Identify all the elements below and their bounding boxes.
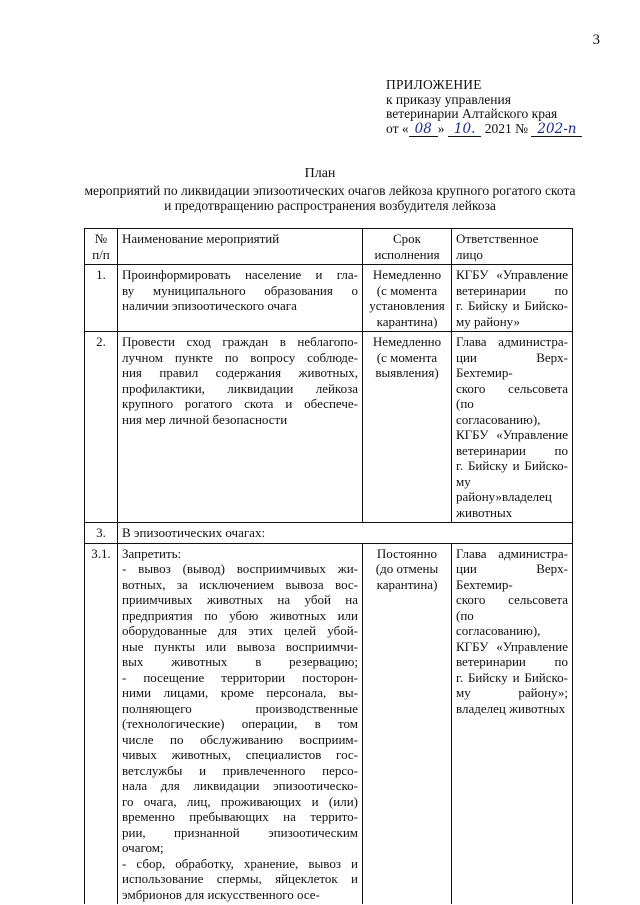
row-num: 1. — [85, 265, 118, 332]
table-header-row — [85, 229, 573, 265]
row-measure — [118, 332, 363, 523]
cell-line: ния правил содержания животных, — [122, 365, 358, 380]
order-number: 202-п — [531, 123, 582, 137]
header-responsible — [452, 229, 573, 265]
cell-line: Глава администра- — [456, 545, 568, 561]
page-number: 3 — [592, 32, 600, 48]
cell-line: - сбор, обработку, хранение, вывоз и — [122, 855, 358, 871]
cell-line: ния мер личной безопасности — [122, 411, 288, 427]
header-name — [118, 229, 363, 265]
cell-line: го очага, лиц, проживающих и (или) — [122, 793, 358, 809]
cell-line: карантина) — [376, 576, 438, 592]
cell-line: животных — [456, 504, 513, 520]
measures-table — [84, 228, 573, 904]
cell-line: КГБУ «Управление — [456, 427, 568, 442]
header-deadline — [363, 229, 452, 265]
cell-line: (с момента — [376, 349, 438, 365]
cell-line: очагом; — [122, 840, 164, 855]
plan-subtitle — [60, 183, 600, 213]
date-prefix: от « — [386, 120, 409, 136]
plan-subtitle-line: и предотвращению распространения возбудителя лейкоза — [164, 198, 496, 213]
appendix-authority-line: ветеринарии Алтайского края — [386, 106, 558, 121]
row-num: 3. — [85, 523, 118, 544]
cell-line: - посещение территории посторон- — [122, 669, 358, 685]
header-num — [85, 229, 118, 265]
cell-line: (до отмены — [375, 561, 439, 576]
cell-line: карантина) — [376, 313, 438, 329]
cell-line: числе по обслуживанию восприим- — [122, 731, 358, 747]
cell-line: Проинформировать население и гла- — [122, 267, 358, 282]
date-year: 2021 № — [484, 120, 529, 136]
cell-line: ные пункты или вывоза восприимчи- — [122, 638, 358, 654]
cell-line: (технологические) операции, в том — [122, 716, 358, 731]
cell-line: КГБУ «Управление — [456, 267, 568, 282]
cell-line: г. Бийску и Бийско- — [456, 458, 568, 473]
cell-line: использование спермы, яйцеклеток и — [122, 871, 358, 886]
cell-line: нала для ликвидации эпизоотическо- — [122, 778, 358, 793]
cell-line: наличии эпизоотического очага — [122, 298, 297, 313]
cell-line: Постоянно — [376, 545, 438, 561]
appendix-date-line — [386, 122, 582, 137]
cell-line: установления — [369, 298, 445, 313]
cell-line: Срок — [393, 231, 421, 246]
row-measure — [118, 265, 363, 332]
cell-line: ветеринарии по — [456, 654, 568, 669]
cell-line: полняющего производственные — [122, 700, 358, 716]
cell-line: рии, признанной эпизоотическим — [122, 824, 358, 840]
cell-line: В эпизоотических очагах: — [122, 525, 266, 540]
cell-line: исполнения — [374, 246, 440, 262]
cell-line: Наименование мероприятий — [122, 231, 280, 246]
cell-line: ского сельсовета (по — [456, 592, 568, 623]
cell-line: ветеринарии по — [456, 282, 568, 298]
cell-line: Немедленно — [372, 267, 442, 282]
cell-line: владелец животных — [456, 700, 566, 716]
row-num: 3.1. — [85, 543, 118, 904]
cell-line: му району»владелец — [456, 473, 552, 504]
cell-line: № — [94, 231, 108, 246]
appendix-title: ПРИЛОЖЕНИЕ — [386, 77, 482, 92]
cell-line: Немедленно — [372, 334, 442, 349]
cell-line: ции Верх-Бехтемир- — [456, 349, 568, 380]
date-month: 10. — [448, 123, 481, 137]
cell-line: крупного рогатого скота и обеспече- — [122, 396, 358, 411]
row-num: 2. — [85, 332, 118, 523]
plan-title: План — [304, 166, 336, 181]
cell-line: - вывоз (вывод) восприимчивых жи- — [122, 561, 358, 576]
cell-line: Глава администра- — [456, 334, 568, 349]
cell-line: ними лицами, кроме персонала, вы- — [122, 685, 358, 700]
cell-line: ветеринарии по — [456, 442, 568, 458]
cell-line: вых животных в резервацию; — [122, 654, 358, 669]
row-responsible — [452, 543, 573, 904]
cell-line: му району»; — [456, 685, 568, 700]
row-responsible — [452, 332, 573, 523]
row-deadline — [363, 332, 452, 523]
row-deadline — [363, 265, 452, 332]
cell-line: оборудованные для этих целей убой- — [122, 623, 358, 638]
appendix-order-line: к приказу управления — [386, 91, 511, 107]
cell-line: г. Бийску и Бийско- — [456, 298, 568, 313]
cell-line: Запретить: — [122, 545, 182, 561]
cell-line: ского сельсовета (по — [456, 380, 568, 411]
row-section-heading — [118, 523, 573, 544]
cell-line: временно пребывающих на террито- — [122, 809, 358, 824]
cell-line: предприятия по убою животных или — [122, 607, 358, 623]
date-mid: » — [437, 120, 445, 136]
cell-line: г. Бийску и Бийско- — [456, 669, 568, 685]
table-row — [85, 332, 573, 523]
cell-line: согласованию), — [456, 623, 541, 638]
cell-line: Ответственное лицо — [456, 231, 539, 262]
table-row — [85, 265, 573, 332]
cell-line: выявления) — [375, 365, 439, 380]
cell-line: профилактики, ликвидации лейкоза — [122, 380, 358, 396]
row-responsible — [452, 265, 573, 332]
row-measure — [118, 543, 363, 904]
date-day: 08 — [409, 123, 438, 137]
cell-line: чивых животных, специалистов гос- — [122, 747, 358, 762]
cell-line: Провести сход граждан в неблагопо- — [122, 334, 358, 349]
row-deadline — [363, 543, 452, 904]
cell-line: (с момента — [376, 282, 438, 298]
plan-subtitle-line: мероприятий по ликвидации эпизоотических очагов лейкоза крупного рогатого скота — [84, 183, 576, 198]
table-row — [85, 543, 573, 904]
cell-line: ветслужбы и привлеченного персо- — [122, 762, 358, 778]
cell-line: ву муниципального образования о — [122, 282, 358, 298]
cell-line: ции Верх-Бехтемир- — [456, 561, 568, 592]
appendix-block — [386, 78, 582, 137]
cell-line: вотных, за исключением вывоза вос- — [122, 576, 358, 592]
cell-line: КГБУ «Управление — [456, 638, 568, 654]
cell-line: приимчивых животных на убой на — [122, 592, 358, 607]
cell-line: му району» — [456, 313, 520, 329]
cell-line: п/п — [92, 246, 110, 262]
cell-line: эмбрионов для искусственного осе- — [122, 886, 320, 902]
cell-line: лучном пункте по вопросу соблюде- — [122, 349, 358, 365]
cell-line: согласованию), — [456, 411, 541, 427]
table-row — [85, 523, 573, 544]
